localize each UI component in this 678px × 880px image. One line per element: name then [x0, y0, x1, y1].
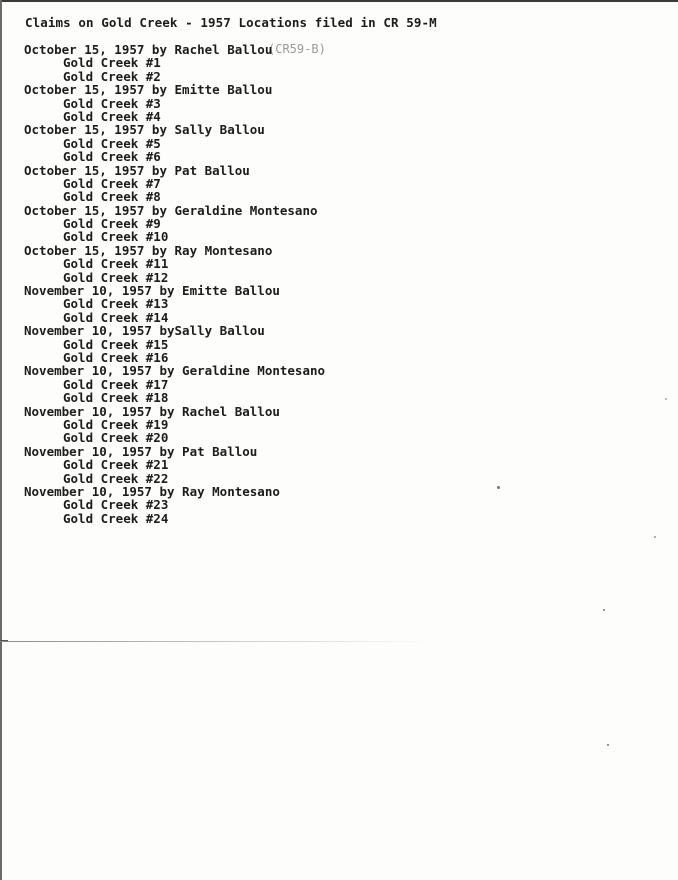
claim-name: Gold Creek #3 [63, 95, 161, 111]
claim-name: Gold Creek #7 [63, 175, 161, 191]
location-date-and-locator: October 15, 1957 by Ray Montesano [24, 242, 273, 258]
location-date-and-locator: October 15, 1957 by Emitte Ballou [24, 82, 273, 98]
claim-entry [24, 244, 325, 284]
claim-name: Gold Creek #15 [63, 336, 169, 352]
location-date-and-locator: October 15, 1957 by Rachel Ballou [24, 42, 273, 57]
claim-name: Gold Creek #23 [63, 497, 169, 513]
claim-entry [24, 485, 325, 525]
claim-name: Gold Creek #9 [63, 216, 161, 232]
claim-entry [24, 164, 325, 204]
reference-note: (CR59-B) [268, 42, 326, 56]
document-title: Claims on Gold Creek - 1957 Locations filed in CR 59-M [25, 15, 437, 30]
ink-speck [654, 536, 656, 538]
location-date-and-locator: October 15, 1957 by Geraldine Montesano [24, 202, 318, 218]
claim-name: Gold Creek #22 [63, 470, 169, 486]
claim-name: Gold Creek #1 [63, 55, 161, 71]
claim-name: Gold Creek #12 [63, 269, 169, 285]
location-date-and-locator: November 10, 1957 by Ray Montesano [24, 483, 280, 499]
claim-entry [24, 324, 325, 364]
claim-entry [24, 445, 325, 485]
claim-name: Gold Creek #4 [63, 108, 161, 124]
ink-speck [603, 609, 605, 611]
page-left-edge [0, 0, 2, 880]
location-date-and-locator: October 15, 1957 by Pat Ballou [24, 162, 250, 178]
claims-list [24, 43, 325, 525]
claim-entry [24, 364, 325, 404]
claim-name: Gold Creek #17 [63, 376, 169, 392]
claim-name: Gold Creek #8 [63, 189, 161, 205]
claim-name: Gold Creek #6 [63, 149, 161, 165]
claim-name: Gold Creek #24 [63, 510, 169, 526]
claim-name: Gold Creek #21 [63, 457, 169, 473]
claim-entry [24, 43, 325, 83]
claim-name: Gold Creek #19 [63, 416, 169, 432]
location-date-and-locator: November 10, 1957 by Geraldine Montesano [24, 363, 326, 379]
location-date-and-locator: November 10, 1957 by Pat Ballou [24, 443, 258, 459]
claim-name: Gold Creek #18 [63, 390, 169, 406]
claim-entry [24, 123, 325, 163]
claim-entry [24, 83, 325, 123]
claim-name: Gold Creek #13 [63, 296, 169, 312]
page-fold-line [0, 641, 430, 642]
claim-entry [24, 405, 325, 445]
ink-speck [665, 398, 667, 400]
claim-entry [24, 284, 325, 324]
ink-speck [497, 486, 500, 489]
ink-speck [607, 744, 609, 746]
claim-name: Gold Creek #11 [63, 256, 169, 272]
claim-name: Gold Creek #20 [63, 430, 169, 446]
claim-name: Gold Creek #10 [63, 229, 169, 245]
claim-entry [24, 204, 325, 244]
claim-name: Gold Creek #16 [63, 349, 169, 365]
claim-name: Gold Creek #14 [63, 309, 169, 325]
claim-name: Gold Creek #5 [63, 135, 161, 151]
location-date-and-locator: November 10, 1957 by Emitte Ballou [24, 283, 280, 299]
location-date-and-locator: November 10, 1957 by Rachel Ballou [24, 403, 280, 419]
location-date-and-locator: November 10, 1957 bySally Ballou [24, 323, 265, 339]
page-top-edge [0, 0, 678, 2]
location-date-and-locator: October 15, 1957 by Sally Ballou [24, 122, 265, 138]
claim-name: Gold Creek #2 [63, 68, 161, 84]
